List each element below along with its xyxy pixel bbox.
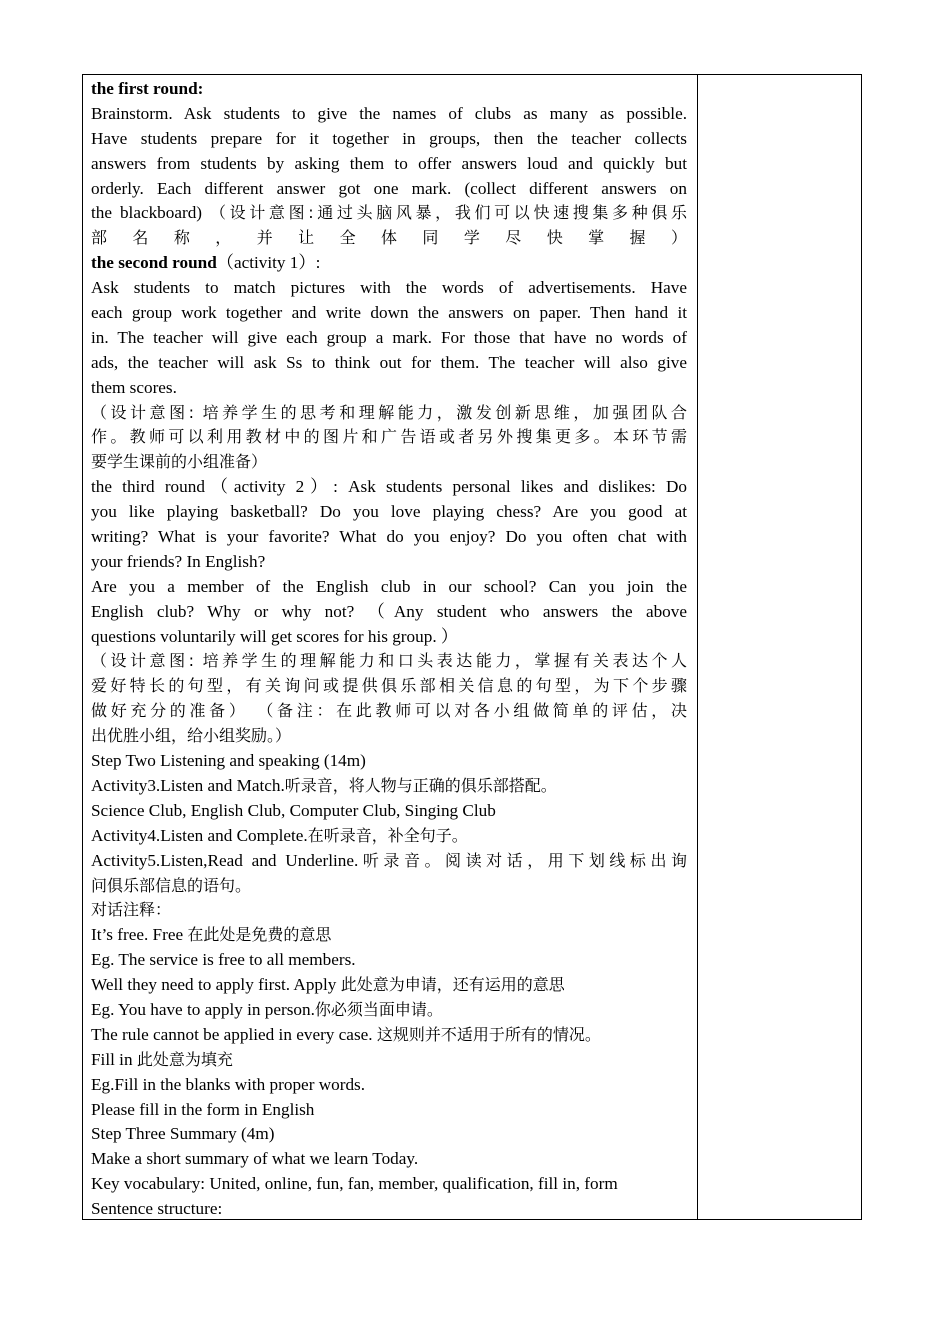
text-line <box>91 749 687 774</box>
english-text: Ask students to match pictures with the words of advertisements. Have <box>91 278 687 298</box>
chinese-text: 你必须当面申请。 <box>314 999 443 1019</box>
english-text: Fill in <box>91 1049 137 1069</box>
text-line <box>91 1098 687 1123</box>
text-line <box>91 475 687 500</box>
text-line <box>91 973 687 998</box>
notes-cell <box>698 75 861 1219</box>
chinese-text: 听录音。阅读对话，用下划线标出询 <box>358 850 687 870</box>
text-line <box>91 575 687 600</box>
english-text: It’s free. Free <box>91 925 188 945</box>
text-line <box>91 251 687 276</box>
text-line <box>91 226 687 251</box>
text-line <box>91 1023 687 1048</box>
english-text: in. The teacher will give each group a mark. For those that have no words of <box>91 327 687 347</box>
text-line <box>91 500 687 525</box>
english-text: orderly. Each different answer got one mark. (collect different answers on <box>91 178 687 198</box>
english-text: Activity4.Listen and Complete. <box>91 825 308 845</box>
chinese-text: 在听录音，补全句子。 <box>307 825 468 845</box>
text-line <box>91 401 687 426</box>
chinese-text: 要学生课前的小组准备） <box>91 452 268 472</box>
chinese-text: 听录音，将人物与正确的俱乐部搭配。 <box>284 775 557 795</box>
text-line <box>91 923 687 948</box>
text-line <box>91 102 687 127</box>
chinese-text: 此处意为填充 <box>136 1049 233 1069</box>
text-line <box>91 326 687 351</box>
chinese-text: （设计意图: 培养学生的思考和理解能力，激发创新思维，加强团队合 <box>91 402 687 422</box>
text-line <box>91 1147 687 1172</box>
text-line <box>91 77 687 102</box>
text-line <box>91 824 687 849</box>
english-text: Make a short summary of what we learn Today. <box>91 1149 419 1169</box>
english-text: English club? Why or why not? （Any student who answers the above <box>91 601 687 621</box>
text-line <box>91 948 687 973</box>
chinese-text: （设计意图:通过头脑风暴，我们可以快速搜集多种俱乐 <box>209 203 687 223</box>
english-text: Eg.Fill in the blanks with proper words. <box>91 1074 366 1094</box>
english-text: writing? What is your favorite? What do you enjoy? Do you often chat with <box>91 527 687 547</box>
english-text: Step Three Summary (4m) <box>91 1124 275 1144</box>
chinese-text: 作。教师可以利用教材中的图片和广告语或者另外搜集更多。本环节需 <box>91 427 687 447</box>
text-line <box>91 127 687 152</box>
english-text: the third round（activity 2）: Ask students personal likes and dislikes: Do <box>91 477 687 497</box>
chinese-text: 做好充分的准备） （备注：在此教师可以对各小组做简单的评估，决 <box>91 701 687 721</box>
text-line <box>91 898 687 923</box>
english-text: Activity3.Listen and Match. <box>91 775 285 795</box>
lesson-plan-table <box>82 74 862 1220</box>
english-text: Eg. You have to apply in person. <box>91 999 315 1019</box>
english-text: each group work together and write down the answers on paper. Then hand it <box>91 303 687 323</box>
english-text: Key vocabulary: United, online, fun, fan, member, qualification, fill in, form <box>91 1174 618 1194</box>
text-line <box>91 351 687 376</box>
text-line <box>91 525 687 550</box>
text-line <box>91 799 687 824</box>
text-line <box>91 674 687 699</box>
text-line <box>91 998 687 1023</box>
text-line <box>91 201 687 226</box>
english-text: Are you a member of the English club in our school? Can you join the <box>91 576 687 596</box>
text-line <box>91 1073 687 1098</box>
text-line <box>91 600 687 625</box>
text-line <box>91 276 687 301</box>
text-line <box>91 874 687 899</box>
chinese-text: 对话注释： <box>91 900 172 920</box>
text-line <box>91 450 687 475</box>
text-line <box>91 724 687 749</box>
chinese-text: 问俱乐部信息的语句。 <box>91 875 252 895</box>
bold-heading: the first round: <box>91 79 204 98</box>
chinese-text: （设计意图: 培养学生的理解能力和口头表达能力，掌握有关表达个人 <box>91 651 687 671</box>
english-text: The rule cannot be applied in every case. <box>91 1024 377 1044</box>
english-text: answers from students by asking them to offer answers loud and quickly but <box>91 153 687 173</box>
text-line <box>91 177 687 202</box>
text-line <box>91 376 687 401</box>
english-text: Activity5.Listen,Read and Underline. <box>91 850 359 870</box>
teaching-procedure-cell <box>91 77 687 1222</box>
english-text: Science Club, English Club, Computer Club, Singing Club <box>91 800 496 820</box>
english-text: your friends? In English? <box>91 551 266 571</box>
english-text: Please fill in the form in English <box>91 1099 315 1119</box>
text-line <box>91 152 687 177</box>
text-line <box>91 849 687 874</box>
english-text: Eg. The service is free to all members. <box>91 950 356 970</box>
english-text: Step Two Listening and speaking (14m) <box>91 751 366 771</box>
english-text: ads, the teacher will ask Ss to think out for them. The teacher will also give <box>91 352 687 372</box>
text-line <box>91 1122 687 1147</box>
english-text: Sentence structure: <box>91 1199 223 1219</box>
chinese-text: 此处意为申请，还有运用的意思 <box>340 975 565 995</box>
text-line <box>91 301 687 326</box>
text-line <box>91 699 687 724</box>
text-line <box>91 1048 687 1073</box>
text-line <box>91 1197 687 1222</box>
chinese-text: 部名称，并让全体同学尽快掌握） <box>91 228 687 248</box>
english-text: questions voluntarily will get scores for his group. ） <box>91 626 459 646</box>
text-line <box>91 1172 687 1197</box>
chinese-text: 出优胜小组，给小组奖励。） <box>91 726 292 746</box>
english-text: the blackboard) <box>91 203 210 223</box>
chinese-text: 爱好特长的句型，有关询问或提供俱乐部相关信息的句型，为下个步骤 <box>91 676 687 696</box>
text-line <box>91 425 687 450</box>
text-line <box>91 774 687 799</box>
english-text: Brainstorm. Ask students to give the names of clubs as many as possible. <box>91 103 687 123</box>
english-text: Well they need to apply first. Apply <box>91 975 341 995</box>
english-text: them scores. <box>91 377 177 397</box>
english-text: Have students prepare for it together in groups, then the teacher collects <box>91 128 687 148</box>
text-line <box>91 625 687 650</box>
chinese-text: 在此处是免费的意思 <box>187 925 332 945</box>
english-text: you like playing basketball? Do you love playing chess? Are you good at <box>91 502 687 522</box>
text-line <box>91 649 687 674</box>
chinese-text: 这规则并不适用于所有的情况。 <box>376 1024 601 1044</box>
text-line <box>91 550 687 575</box>
english-text: （activity 1）: <box>216 253 321 273</box>
bold-heading: the second round <box>91 253 217 273</box>
